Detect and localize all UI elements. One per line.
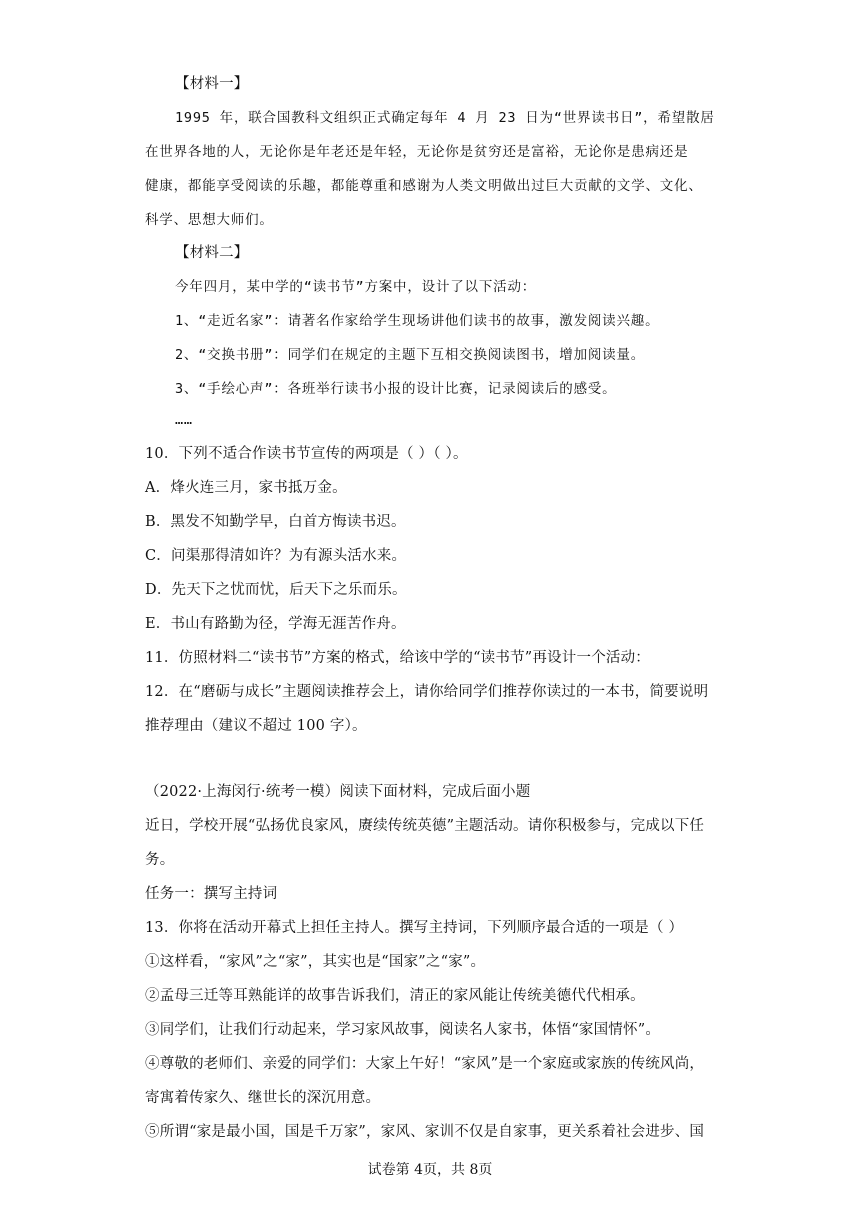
question-13-stem: 13．你将在活动开幕式上担任主持人。撰写主持词，下列顺序最合适的一项是（ ） — [145, 920, 684, 936]
material-one-line: 在世界各地的人，无论你是年老还是年轻，无论你是贫穷还是富裕，无论你是患病还是 — [145, 144, 689, 160]
material-one-heading: 【材料一】 — [175, 76, 249, 92]
sentence-item: ⑤所谓“家是最小国，国是千万家”，家风、家训不仅是自家事，更关系着社会进步、国 — [145, 1124, 705, 1140]
question-12-line: 推荐理由（建议不超过 100 字）。 — [145, 718, 367, 734]
material-two-heading: 【材料二】 — [175, 245, 249, 261]
material-one-line: 健康，都能享受阅读的乐趣，都能尊重和感谢为人类文明做出过巨大贡献的文学、文化、 — [145, 178, 703, 194]
question-stem: 10．下列不适合作读书节宣传的两项是（ ）（ ）。 — [145, 446, 468, 462]
sentence-item: ③同学们，让我们行动起来，学习家风故事，阅读名人家书，体悟“家国情怀”。 — [145, 1022, 661, 1038]
question-12-line: 12．在“磨砺与成长”主题阅读推荐会上，请你给同学们推荐你读过的一本书，简要说明 — [145, 684, 709, 700]
sentence-item: ④尊敬的老师们、亲爱的同学们：大家上午好！“家风”是一个家庭或家族的传统风尚， — [145, 1056, 705, 1072]
option-a: A．烽火连三月，家书抵万金。 — [145, 480, 347, 496]
sentence-item: ②孟母三迁等耳熟能详的故事告诉我们，清正的家风能让传统美德代代相承。 — [145, 988, 645, 1004]
sentence-item-continuation: 寄寓着传家久、继世长的深沉用意。 — [145, 1090, 381, 1106]
section-intro-line: 近日，学校开展“弘扬优良家风，赓续传统英德”主题活动。请你积极参与，完成以下任 — [145, 818, 705, 834]
option-b: B．黑发不知勤学早，白首方悔读书迟。 — [145, 514, 406, 530]
sentence-item: ①这样看，“家风”之“家”，其实也是“国家”之“家”。 — [145, 954, 486, 970]
material-two-activity: 1、“走近名家”：请著名作家给学生现场讲他们读书的故事，激发阅读兴趣。 — [175, 313, 660, 329]
page-footer: 试卷第 4页，共 8页 — [367, 1162, 493, 1178]
option-e: E．书山有路勤为径，学海无涯苦作舟。 — [145, 616, 406, 632]
section-source: （2022·上海闵行·统考一模）阅读下面材料，完成后面小题 — [145, 784, 531, 800]
material-two-activity: 2、“交换书册”：同学们在规定的主题下互相交换阅读图书，增加阅读量。 — [175, 347, 646, 363]
question-11: 11．仿照材料二“读书节”方案的格式，给该中学的“读书节”再设计一个活动： — [145, 650, 650, 666]
material-two-line: 今年四月，某中学的“读书节”方案中，设计了以下活动： — [175, 279, 537, 295]
material-one-line: 科学、思想大师们。 — [145, 212, 274, 228]
material-two-ellipsis: …… — [175, 412, 193, 428]
section-intro-line: 务。 — [145, 852, 175, 868]
task-one-heading: 任务一：撰写主持词 — [145, 886, 278, 902]
material-two-activity: 3、“手绘心声”：各班举行读书小报的设计比赛，记录阅读后的感受。 — [175, 381, 617, 397]
option-c: C．问渠那得清如许？为有源头活水来。 — [145, 548, 407, 564]
material-one-line: 1995 年，联合国教科文组织正式确定每年 4 月 23 日为“世界读书日”，希望散居 — [175, 110, 715, 126]
option-d: D．先天下之忧而忧，后天下之乐而乐。 — [145, 582, 407, 598]
